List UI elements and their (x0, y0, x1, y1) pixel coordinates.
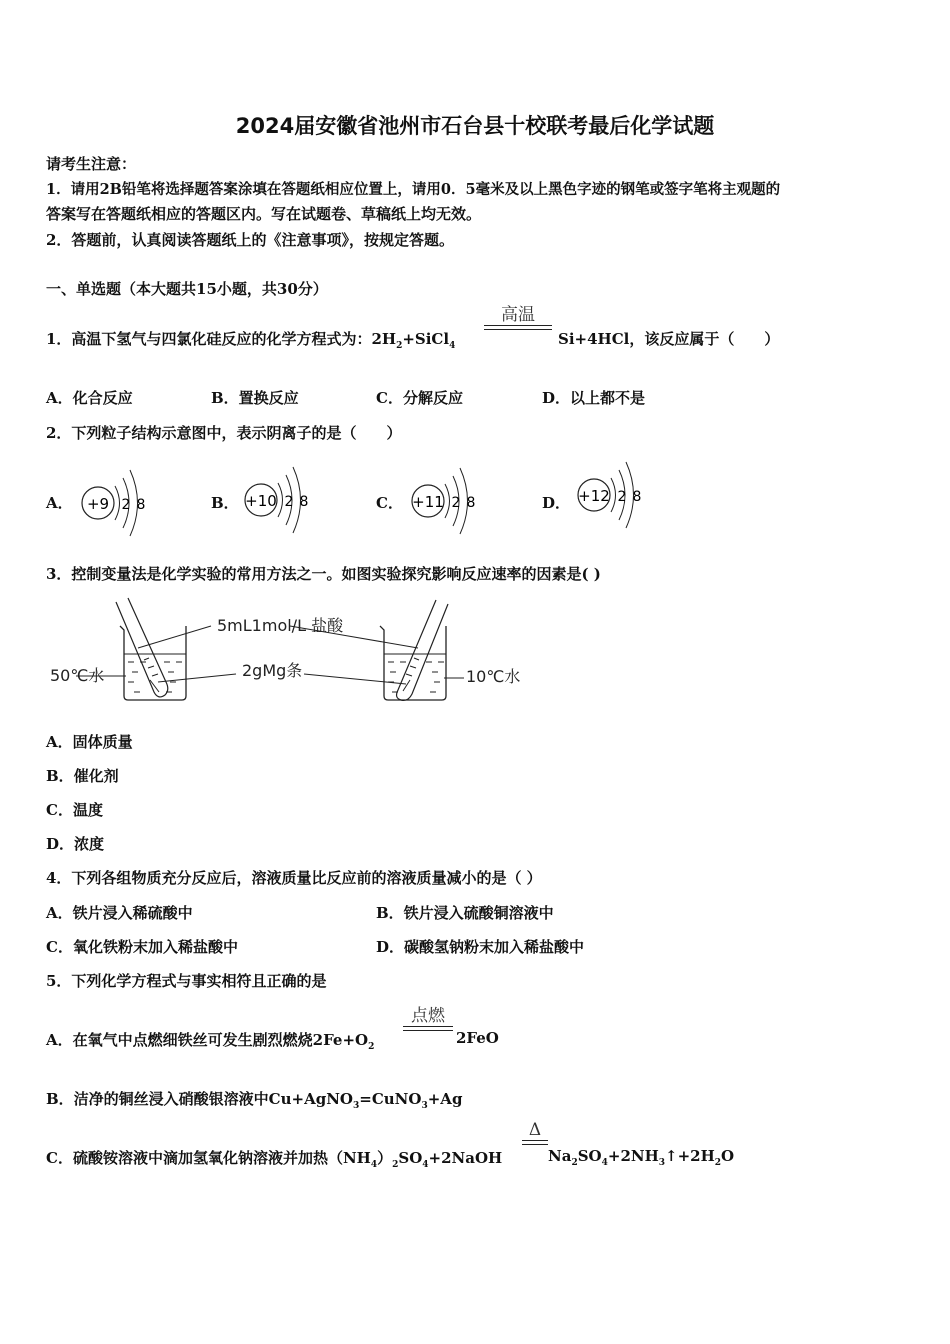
q5-option-c: C．硫酸铵溶液中滴加氢氧化钠溶液并加热$(NH_4)_2SO_4+2NaOH$ (46, 1149, 503, 1170)
svg-text:+10: +10 (245, 492, 277, 510)
page-title: 2024届安徽省池州市石台县十校联考最后化学试题 (235, 114, 715, 138)
q1-option-c: C．分解反应 (376, 389, 463, 407)
q3-option-c: C．温度 (46, 801, 103, 819)
q2-option-b-label: B． (211, 494, 239, 512)
q4-option-d: D．碳酸氢钠粉末加入稀盐酸中 (376, 938, 585, 956)
left-water-label: 50℃水 (50, 666, 105, 685)
right-water-label: 10℃水 (466, 667, 521, 686)
q5-a-condition: 点燃 (403, 1001, 453, 1031)
q5-option-b: B．洁净的铜丝浸入硝酸银溶液中Cu+AgNO$_3$=CuNO$_3$+Ag (46, 1090, 463, 1111)
notice-line-1a: 1．请用2B铅笔将选择题答案涂填在答题纸相应位置上，请用0．5毫米及以上黑色字迹的钢笔或签字笔将主观题的 (46, 181, 781, 198)
right-beaker (380, 626, 446, 700)
q3-experiment-figure (46, 596, 536, 708)
notice-line-2: 2．答题前，认真阅读答题纸上的《注意事项》，按规定答题。 (46, 231, 454, 249)
q5-option-c-products: $Na_2SO_4+2NH_3↑+2H_2O$ (548, 1147, 735, 1168)
q3-option-d: D．浓度 (46, 835, 105, 853)
q2-stem: 2．下列粒子结构示意图中，表示阴离子的是（ ） (46, 424, 402, 442)
q1-stem: 1．高温下氢气与四氯化硅反应的化学方程式为：$2H_2+SiCl_4$ (46, 330, 456, 351)
mg-label: 2gMg条 (242, 661, 303, 680)
q4-stem: 4．下列各组物质充分反应后，溶液质量比反应前的溶液质量减小的是（ ） (46, 869, 542, 887)
q1-stem-end: Si+4HCl，该反应属于（ ） (558, 330, 780, 348)
q4-option-b: B．铁片浸入硫酸铜溶液中 (376, 904, 554, 922)
q2-option-d-label: D． (542, 494, 571, 512)
svg-text:8: 8 (466, 495, 476, 511)
svg-text:2: 2 (451, 495, 461, 511)
svg-text:+9: +9 (86, 495, 110, 513)
q3-option-a: A．固体质量 (46, 733, 133, 751)
q1-option-a: A．化合反应 (46, 389, 133, 407)
q3-option-b: B．催化剂 (46, 767, 119, 785)
svg-text:8: 8 (136, 497, 146, 513)
q2-option-d-atom-diagram (574, 450, 654, 540)
svg-text:+12: +12 (578, 487, 610, 505)
acid-label: 5mL1mol/L 盐酸 (217, 616, 344, 635)
q5-c-condition: Δ (522, 1120, 548, 1145)
svg-text:8: 8 (299, 494, 309, 510)
q1-reaction-condition: 高温 (484, 300, 552, 330)
svg-text:2: 2 (121, 497, 131, 513)
svg-text:+11: +11 (412, 493, 444, 511)
svg-text:2: 2 (617, 489, 627, 505)
notice-line-1b: 答案写在答题纸相应的答题区内。写在试题卷、草稿纸上均无效。 (46, 205, 482, 223)
equals-sign (522, 1140, 548, 1145)
q2-option-c-atom-diagram (408, 456, 488, 546)
q2-option-a-label: A． (46, 494, 73, 512)
q1-option-d: D．以上都不是 (542, 389, 646, 407)
q2-option-a-atom-diagram (78, 458, 158, 548)
svg-text:8: 8 (632, 489, 642, 505)
q5-stem: 5．下列化学方程式与事实相符且正确的是 (46, 972, 327, 990)
q4-option-c: C．氧化铁粉末加入稀盐酸中 (46, 938, 238, 956)
q2-option-c-label: C． (376, 494, 403, 512)
q3-stem: 3．控制变量法是化学实验的常用方法之一。如图实验探究影响反应速率的因素是( ) (46, 565, 601, 583)
notice-heading: 请考生注意： (46, 155, 137, 173)
q4-option-a: A．铁片浸入稀硫酸中 (46, 904, 193, 922)
equals-sign (484, 325, 552, 330)
q1-option-b: B．置换反应 (211, 389, 299, 407)
svg-text:2: 2 (284, 494, 294, 510)
right-test-tube (397, 600, 448, 700)
section-heading: 一、单选题（本大题共15小题，共30分） (46, 280, 328, 298)
q5-option-a: A．在氧气中点燃细铁丝可发生剧烈燃烧$2Fe+O_2$ (46, 1031, 375, 1052)
equals-sign (403, 1026, 453, 1031)
q5-option-a-product: 2FeO (456, 1029, 499, 1047)
q2-option-b-atom-diagram (241, 455, 321, 545)
